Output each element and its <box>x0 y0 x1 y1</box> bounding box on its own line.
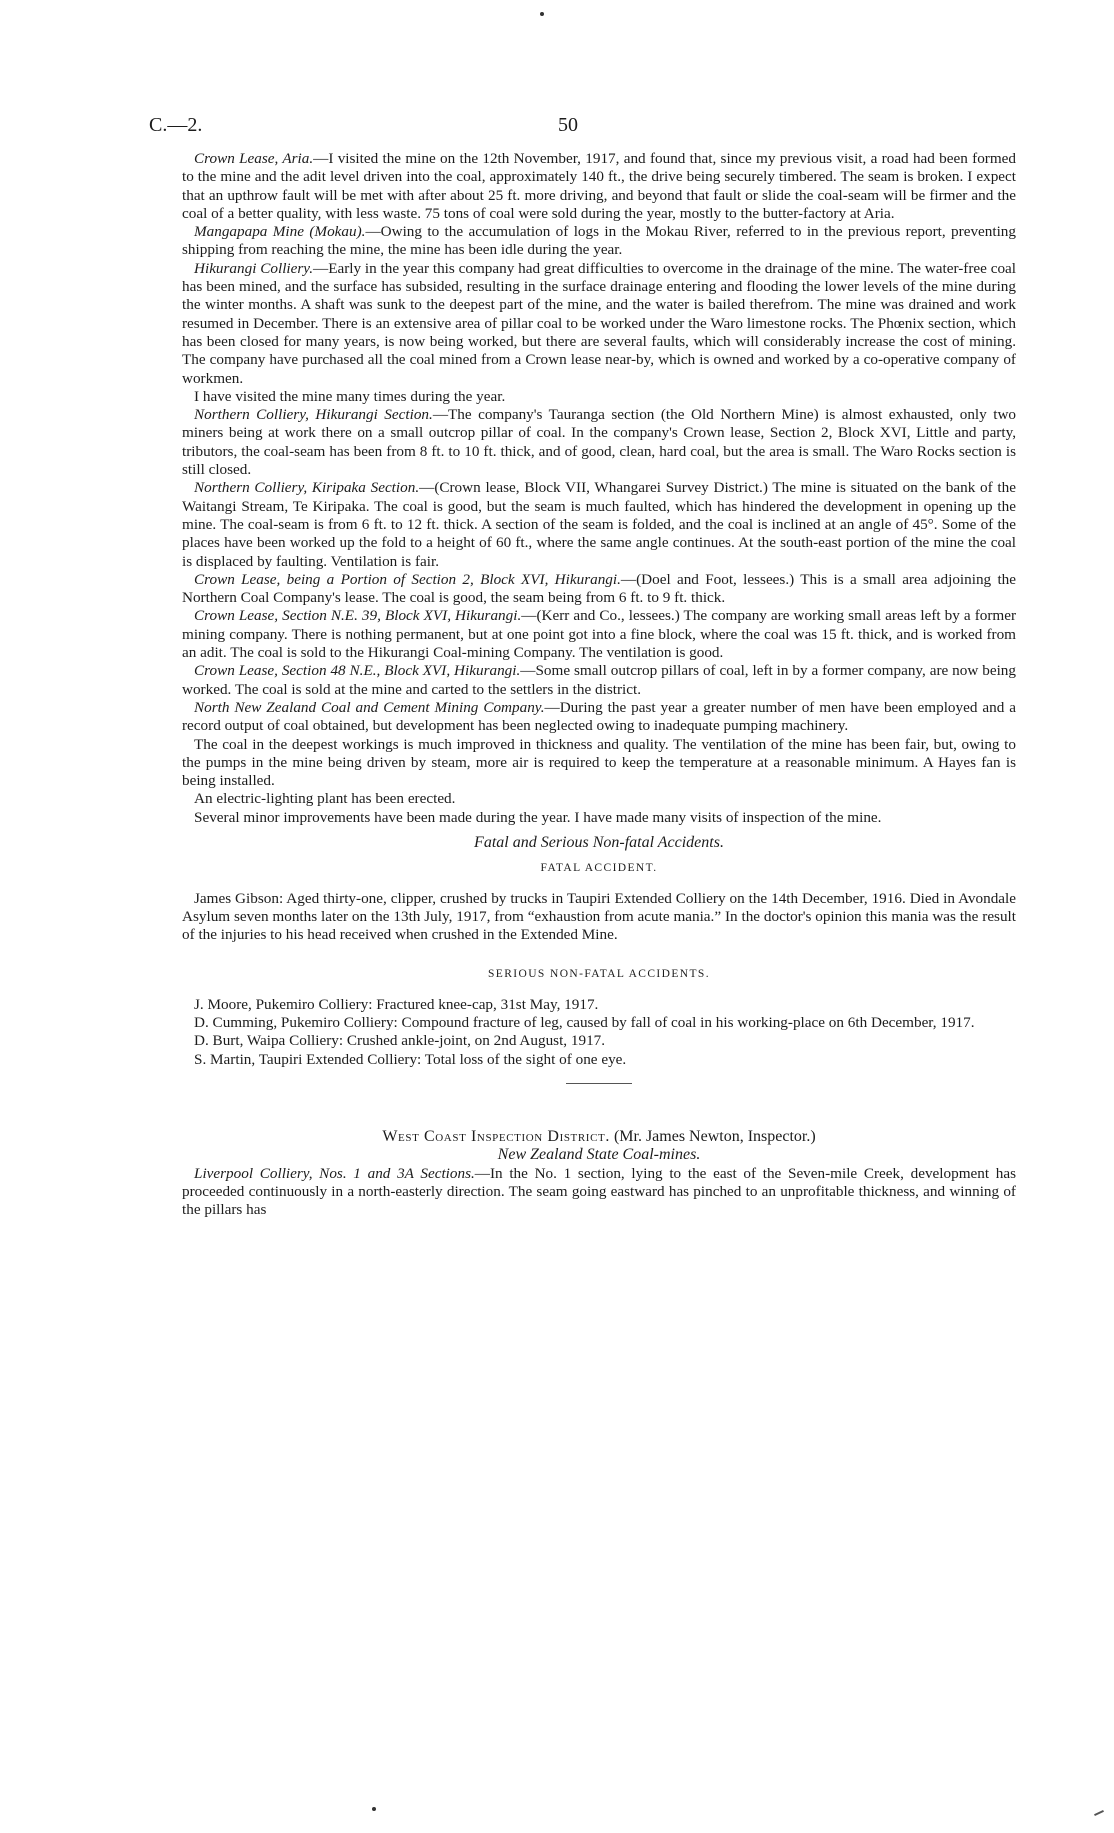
paragraph-title: Crown Lease, Aria. <box>194 150 314 167</box>
paragraph-ne48 <box>182 662 1016 699</box>
paragraph-text: The coal in the deepest workings is much improved in thickness and quality. The ventilation of the mine has been fair, but, owing to the pumps in the mine being driven by steam, more air is required to keep the temperature at a reasonable minimum. A Hayes fan is being installed. <box>182 735 1016 790</box>
paragraph-text: —The company's Tauranga section (the Old Northern Mine) is almost exhausted, only two miners being at work there on a small outcrop pillar of coal. In the company's Crown lease, Section 2, Block XVI, Little and party, tributors, the coal-seam has been from 8 ft. to 10 ft. thick, and of good, clean, hard coal, but the area is small. The Waro Rocks section is still closed. <box>182 406 1017 479</box>
section-divider <box>566 1083 632 1084</box>
serious-heading: SERIOUS NON-FATAL ACCIDENTS. <box>488 968 710 981</box>
paragraph-doel <box>182 571 1016 608</box>
section-reference: C.—2. <box>149 114 203 136</box>
paragraph-kerr <box>182 607 1016 662</box>
state-mines-heading: New Zealand State Coal-mines. <box>497 1146 701 1164</box>
paragraph-title: Crown Lease, being a Portion of Section 2, Block XVI, Hikurangi. <box>194 570 621 588</box>
paragraph-electric <box>182 790 1016 808</box>
spacer <box>182 944 1016 958</box>
paragraph-text: —(Kerr and Co., lessees.) The company are working small areas left by a former mining company. There is nothing permanent, but at one point got into a fine block, where the coal was 15 ft. thick, and is worked from an adit. The coal is sold to the Hikurangi Coal-mining Company. The ventilation is good. <box>182 607 1017 662</box>
district-name: West Coast Inspection District. <box>382 1127 610 1145</box>
scan-mark-right <box>1094 1810 1104 1816</box>
paragraph-text: Several minor improvements have been made during the year. I have made many visits of inspection of the mine. <box>194 808 882 826</box>
paragraph-title: North New Zealand Coal and Cement Mining Company. <box>194 698 545 716</box>
district-inspector: (Mr. James Newton, Inspector.) <box>613 1127 816 1145</box>
paragraph-title: Northern Colliery, Hikurangi Section. <box>194 406 433 424</box>
page-number: 50 <box>558 114 578 136</box>
document-body <box>182 150 1016 1219</box>
fatal-accident-text: James Gibson: Aged thirty-one, clipper, crushed by trucks in Taupiri Extended Colliery on the 14th December, 1916. Died in Avondale Asylum seven months later on the 13th July, 1917, from “exhaustion from acute mania.” In the doctor's opinion this mania was the result of the injuries to his head received when crushed in the Extended Mine. <box>182 889 1016 944</box>
fatal-heading: FATAL ACCIDENT. <box>540 862 658 875</box>
paragraph-visited <box>182 388 1016 406</box>
scan-speck-top <box>540 12 544 16</box>
paragraph-title: Mangapapa Mine (Mokau). <box>194 223 366 241</box>
paragraph-text: —(Crown lease, Block VII, Whangarei Survey District.) The mine is situated on the bank of the Waitangi Stream, Te Kiripaka. The coal is good, but the seam is much faulted, which has hindered the development in opening up the mine. The coal-seam is from 6 ft. to 12 ft. thick. A section of the seam is folded, and the coal is inclined at an angle of 45°. Some of the places have been worked up the fold to a height of 60 ft., where the same angle continues. At the south-east portion of the mine the coal is displaced by faulting. Ventilation is fair. <box>182 479 1016 570</box>
accidents-heading: Fatal and Serious Non-fatal Accidents. <box>474 833 724 851</box>
serious-item: D. Burt, Waipa Colliery: Crushed ankle-joint, on 2nd August, 1917. <box>194 1032 606 1050</box>
paragraph-text: —(Doel and Foot, lessees.) This is a small area adjoining the Northern Coal Company's lease. The coal is good, the seam being from 6 ft. to 9 ft. thick. <box>182 570 1016 607</box>
serious-item: S. Martin, Taupiri Extended Colliery: Total loss of the sight of one eye. <box>194 1050 627 1068</box>
district-heading <box>182 1128 1016 1146</box>
paragraph-kiripaka <box>182 479 1016 570</box>
serious-item: D. Cumming, Pukemiro Colliery: Compound fracture of leg, caused by fall of coal in his working-place on 6th December, 1917. <box>194 1014 975 1032</box>
paragraph-title: Hikurangi Colliery. <box>194 259 313 277</box>
paragraph-hikurangi <box>182 260 1016 388</box>
paragraph-text: —I visited the mine on the 12th November, 1917, and found that, since my previous visit, a road had been formed to the mine and the adit level driven into the coal, approximately 140 ft., the drive being securely timbered. The seam is broken. I expect that an upthrow fault will be met with after about 25 ft. more driving, and beyond that fault or slide the coal-seam will be firmer and the coal of a better quality, with less waste. 75 tons of coal were sold during the year, mostly to the butter-factory at Aria. <box>182 150 1017 222</box>
paragraph-deepest <box>182 736 1016 791</box>
paragraph-tauranga <box>182 406 1016 479</box>
paragraph-title: Liverpool Colliery, Nos. 1 and 3A Sections. <box>194 1164 475 1182</box>
paragraph-title: Crown Lease, Section 48 N.E., Block XVI, Hikurangi. <box>194 662 521 680</box>
paragraph-title: Northern Colliery, Kiripaka Section. <box>194 479 420 497</box>
paragraph-text: —Some small outcrop pillars of coal, left in by a former company, are now being worked. The coal is sold at the mine and carted to the settlers in the district. <box>182 662 1016 698</box>
serious-item: J. Moore, Pukemiro Colliery: Fractured knee-cap, 31st May, 1917. <box>194 995 599 1013</box>
paragraph-text: I have visited the mine many times during the year. <box>194 387 506 405</box>
paragraph-text: —In the No. 1 section, lying to the east of the Seven-mile Creek, development has proceeded continuously in a north-easterly direction. The seam going eastward has pinched to an unprofitable thickness, and winning of the pillars has <box>182 1164 1016 1219</box>
paragraph-text: An electric-lighting plant has been erected. <box>194 790 456 808</box>
paragraph-minor <box>182 809 1016 827</box>
paragraph-liverpool <box>182 1165 1016 1220</box>
scan-speck-bottom <box>372 1807 376 1811</box>
paragraph-aria <box>182 150 1016 223</box>
paragraph-mangapapa <box>182 223 1016 260</box>
paragraph-text: —During the past year a greater number of men have been employed and a record output of coal obtained, but development has been neglected owing to inadequate pumping machinery. <box>182 698 1016 735</box>
paragraph-cement <box>182 699 1016 736</box>
page-header <box>149 114 999 144</box>
paragraph-text: —Owing to the accumulation of logs in the Mokau River, referred to in the previous report, preventing shipping from reaching the mine, the mine has been idle during the year. <box>182 223 1016 259</box>
paragraph-title: Crown Lease, Section N.E. 39, Block XVI, Hikurangi. <box>194 607 522 625</box>
paragraph-text: —Early in the year this company had great difficulties to overcome in the drainage of the mine. The water-free coal has been mined, and the surface has subsided, resulting in the surface drainage entering and flooding the lower levels of the mine during the winter months. A shaft was sunk to the deepest part of the mine, and the water is bailed therefrom. The mine was drained and work resumed in December. There is an extensive area of pillar coal to be worked under the Waro limestone rocks. The Phœnix section, which has been closed for many years, is now being worked, but there are several faults, which will considerably increase the cost of mining. The company have purchased all the coal mined from a Crown lease near-by, which is owned and worked by a co-operative company of workmen. <box>182 259 1016 387</box>
